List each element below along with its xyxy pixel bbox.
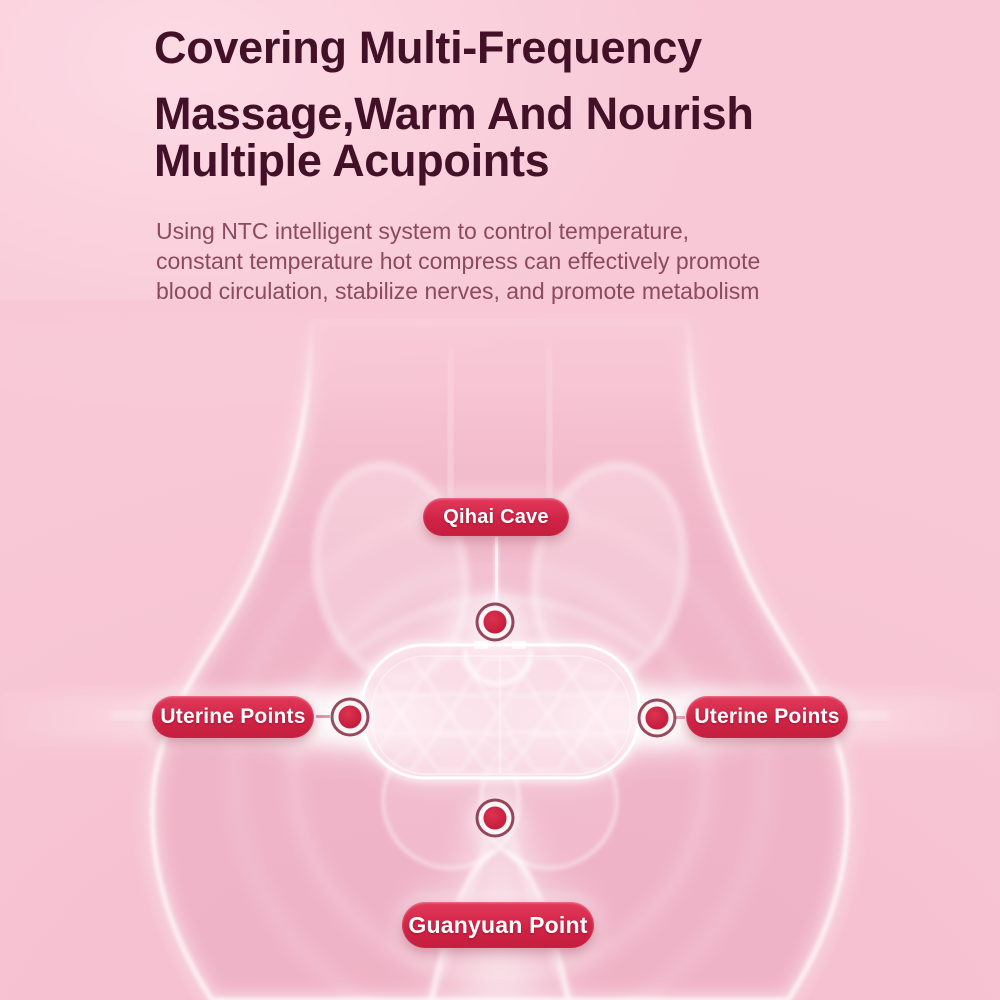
callout-guanyuan-point: Guanyuan Point [402, 902, 594, 948]
qihai-connector-line [495, 537, 498, 603]
uterine-left-connector-line [316, 715, 330, 718]
description-line-1: Using NTC intelligent system to control temperature, [156, 218, 690, 244]
acupoint-dot-uterine-right [646, 707, 669, 730]
description-line-3: blood circulation, stabilize nerves, and promote metabolism [156, 278, 760, 304]
title-line-2: Massage,Warm And Nourish [154, 88, 754, 139]
description-line-2: constant temperature hot compress can effectively promote [156, 248, 761, 274]
title-line-1: Covering Multi-Frequency [154, 22, 702, 73]
description [156, 216, 760, 306]
callout-uterine-points-left: Uterine Points [152, 696, 314, 738]
acupoint-dot-qihai [484, 611, 507, 634]
acupoint-dot-uterine-left [339, 706, 362, 729]
title-line-3: Multiple Acupoints [154, 135, 550, 186]
acupoint-dot-guanyuan [484, 807, 507, 830]
callout-qihai-cave: Qihai Cave [423, 498, 569, 536]
headline [154, 24, 754, 184]
uterine-right-connector-line [671, 716, 685, 719]
callout-uterine-points-right: Uterine Points [686, 696, 848, 738]
heating-pad-device [352, 641, 645, 778]
